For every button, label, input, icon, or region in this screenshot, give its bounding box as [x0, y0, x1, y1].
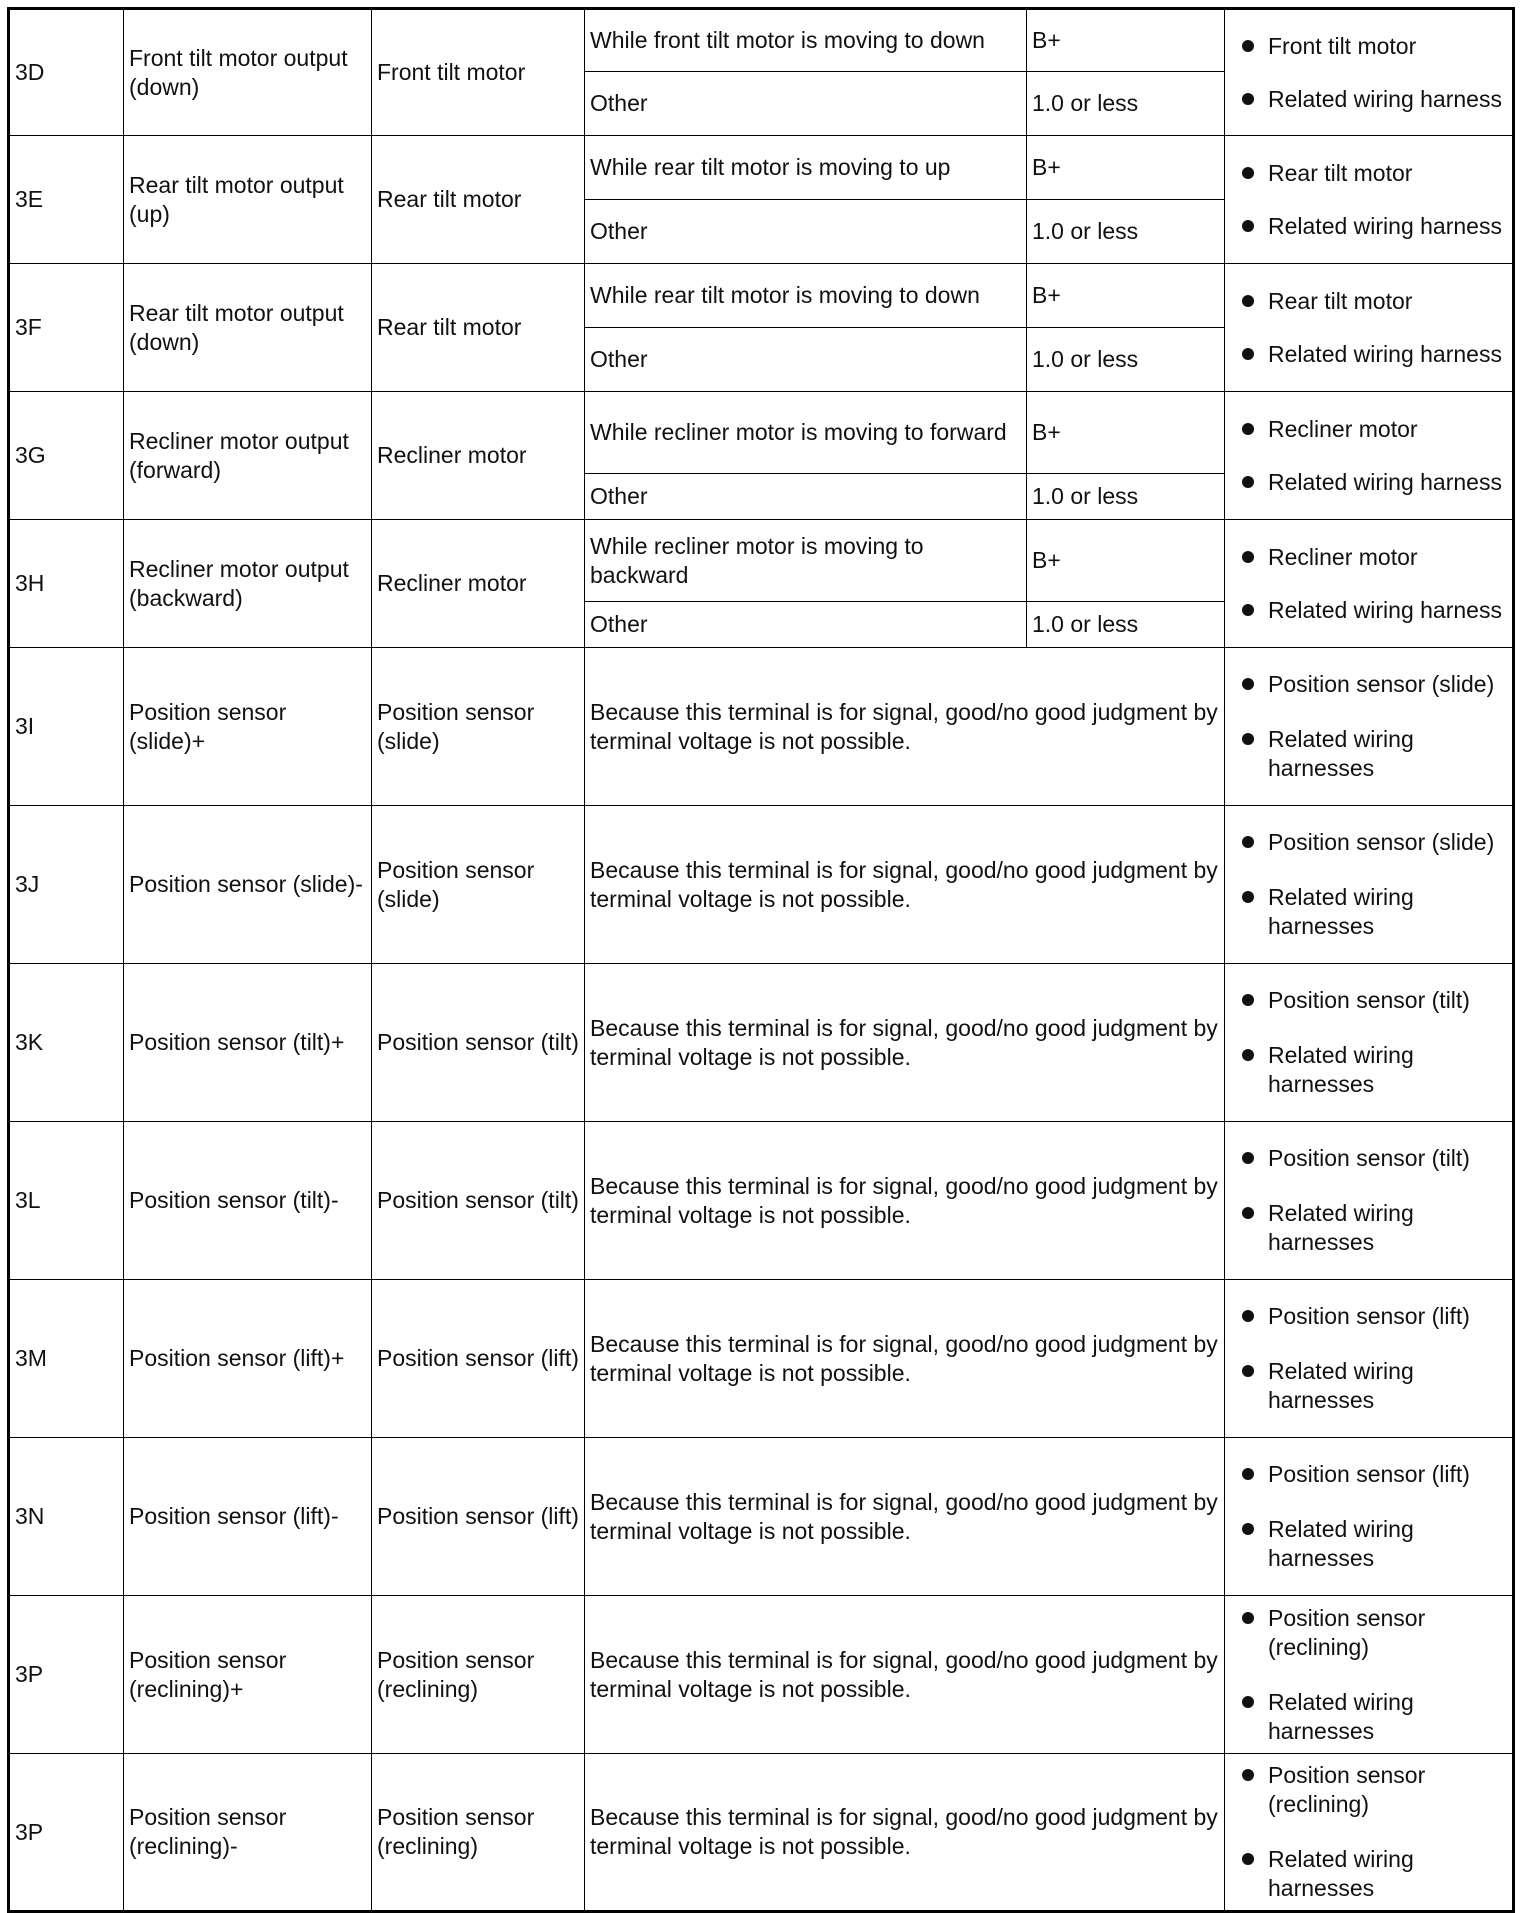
check-item: Position sensor (tilt) [1230, 986, 1507, 1015]
voltage-note: Because this terminal is for signal, good/no good judgment by terminal voltage is not possible. [585, 1280, 1225, 1438]
check-item: Recliner motor [1230, 415, 1507, 444]
voltage: 1.0 or less [1027, 602, 1225, 648]
terminal-number: 3K [9, 964, 124, 1122]
check-item: Related wiring harnesses [1230, 1199, 1507, 1257]
check-item: Related wiring harnesses [1230, 1515, 1507, 1573]
table-row [9, 1596, 1514, 1754]
voltage: 1.0 or less [1027, 328, 1225, 392]
measure-target: Position sensor (lift) [372, 1280, 585, 1438]
measure-target: Rear tilt motor [372, 264, 585, 392]
table-row [9, 806, 1514, 964]
check-item: Position sensor (slide) [1230, 828, 1507, 857]
check-item: Rear tilt motor [1230, 159, 1507, 188]
measure-target: Position sensor (tilt) [372, 1122, 585, 1280]
terminal-number: 3E [9, 136, 124, 264]
terminal-number: 3I [9, 648, 124, 806]
terminal-number: 3G [9, 392, 124, 520]
measure-target: Front tilt motor [372, 9, 585, 136]
signal-name: Position sensor (slide)+ [124, 648, 372, 806]
check-item: Position sensor (tilt) [1230, 1144, 1507, 1173]
measure-target: Position sensor (slide) [372, 648, 585, 806]
signal-name: Recliner motor output (backward) [124, 520, 372, 648]
voltage-note: Because this terminal is for signal, good/no good judgment by terminal voltage is not possible. [585, 1754, 1225, 1912]
table-row [9, 1122, 1514, 1280]
terminal-number: 3D [9, 9, 124, 136]
signal-name: Position sensor (reclining)+ [124, 1596, 372, 1754]
check-item-list [1230, 1302, 1507, 1415]
check-item: Rear tilt motor [1230, 287, 1507, 316]
voltage: B+ [1027, 136, 1225, 200]
table-row [9, 520, 1514, 602]
condition: While rear tilt motor is moving to up [585, 136, 1027, 200]
signal-name: Position sensor (reclining)- [124, 1754, 372, 1912]
measure-target: Position sensor (reclining) [372, 1754, 585, 1912]
table-row [9, 392, 1514, 474]
check-items [1225, 264, 1514, 392]
check-item: Position sensor (reclining) [1230, 1761, 1507, 1819]
condition: Other [585, 200, 1027, 264]
terminal-number: 3H [9, 520, 124, 648]
measure-target: Position sensor (tilt) [372, 964, 585, 1122]
condition: While recliner motor is moving to backward [585, 520, 1027, 602]
condition: Other [585, 328, 1027, 392]
check-item: Position sensor (lift) [1230, 1302, 1507, 1331]
check-item: Related wiring harnesses [1230, 725, 1507, 783]
check-item-list [1230, 1460, 1507, 1573]
table-row [9, 648, 1514, 806]
table-row [9, 136, 1514, 200]
check-items [1225, 392, 1514, 520]
check-item-list [1230, 1144, 1507, 1257]
check-item: Related wiring harnesses [1230, 1845, 1507, 1903]
check-items [1225, 1754, 1514, 1912]
check-items [1225, 1596, 1514, 1754]
condition: While front tilt motor is moving to down [585, 9, 1027, 72]
voltage: 1.0 or less [1027, 474, 1225, 520]
table-row [9, 1280, 1514, 1438]
check-items [1225, 9, 1514, 136]
check-item: Related wiring harness [1230, 85, 1507, 114]
voltage: 1.0 or less [1027, 72, 1225, 136]
signal-name: Position sensor (lift)+ [124, 1280, 372, 1438]
check-items [1225, 1438, 1514, 1596]
signal-name: Front tilt motor output (down) [124, 9, 372, 136]
signal-name: Position sensor (tilt)- [124, 1122, 372, 1280]
check-items [1225, 1122, 1514, 1280]
check-item-list [1230, 543, 1507, 625]
check-item: Front tilt motor [1230, 32, 1507, 61]
check-item-list [1230, 287, 1507, 369]
check-item: Position sensor (lift) [1230, 1460, 1507, 1489]
signal-name: Position sensor (tilt)+ [124, 964, 372, 1122]
check-items [1225, 520, 1514, 648]
voltage-note: Because this terminal is for signal, good/no good judgment by terminal voltage is not possible. [585, 806, 1225, 964]
terminal-number: 3P [9, 1596, 124, 1754]
measure-target: Position sensor (slide) [372, 806, 585, 964]
signal-name: Position sensor (lift)- [124, 1438, 372, 1596]
voltage: B+ [1027, 9, 1225, 72]
check-item-list [1230, 1761, 1507, 1903]
terminal-number: 3P [9, 1754, 124, 1912]
condition: While recliner motor is moving to forward [585, 392, 1027, 474]
measure-target: Rear tilt motor [372, 136, 585, 264]
check-items [1225, 648, 1514, 806]
terminal-number: 3J [9, 806, 124, 964]
signal-name: Rear tilt motor output (down) [124, 264, 372, 392]
check-item: Related wiring harness [1230, 468, 1507, 497]
terminal-number: 3L [9, 1122, 124, 1280]
check-items [1225, 964, 1514, 1122]
voltage: 1.0 or less [1027, 200, 1225, 264]
signal-name: Rear tilt motor output (up) [124, 136, 372, 264]
check-item: Position sensor (reclining) [1230, 1604, 1507, 1662]
voltage-note: Because this terminal is for signal, good/no good judgment by terminal voltage is not possible. [585, 1122, 1225, 1280]
table-row [9, 9, 1514, 72]
table-row [9, 1754, 1514, 1912]
check-item-list [1230, 159, 1507, 241]
check-item: Related wiring harness [1230, 212, 1507, 241]
voltage: B+ [1027, 264, 1225, 328]
check-item-list [1230, 828, 1507, 941]
condition: Other [585, 72, 1027, 136]
check-item: Related wiring harnesses [1230, 1688, 1507, 1746]
voltage-note: Because this terminal is for signal, good/no good judgment by terminal voltage is not possible. [585, 964, 1225, 1122]
voltage-note: Because this terminal is for signal, good/no good judgment by terminal voltage is not possible. [585, 1596, 1225, 1754]
check-item: Related wiring harnesses [1230, 1041, 1507, 1099]
check-item: Related wiring harnesses [1230, 1357, 1507, 1415]
check-items [1225, 806, 1514, 964]
signal-name: Position sensor (slide)- [124, 806, 372, 964]
check-items [1225, 1280, 1514, 1438]
terminal-number: 3F [9, 264, 124, 392]
voltage-note: Because this terminal is for signal, good/no good judgment by terminal voltage is not possible. [585, 648, 1225, 806]
check-item: Related wiring harness [1230, 340, 1507, 369]
condition: Other [585, 474, 1027, 520]
measure-target: Position sensor (reclining) [372, 1596, 585, 1754]
terminal-number: 3N [9, 1438, 124, 1596]
table-row [9, 264, 1514, 328]
check-item: Recliner motor [1230, 543, 1507, 572]
check-item-list [1230, 986, 1507, 1099]
check-item-list [1230, 415, 1507, 497]
check-item: Related wiring harnesses [1230, 883, 1507, 941]
check-item-list [1230, 32, 1507, 114]
terminal-number: 3M [9, 1280, 124, 1438]
measure-target: Recliner motor [372, 520, 585, 648]
signal-name: Recliner motor output (forward) [124, 392, 372, 520]
voltage-note: Because this terminal is for signal, good/no good judgment by terminal voltage is not possible. [585, 1438, 1225, 1596]
check-item: Position sensor (slide) [1230, 670, 1507, 699]
check-item-list [1230, 670, 1507, 783]
terminal-table [7, 7, 1515, 1913]
voltage: B+ [1027, 392, 1225, 474]
condition: Other [585, 602, 1027, 648]
voltage: B+ [1027, 520, 1225, 602]
condition: While rear tilt motor is moving to down [585, 264, 1027, 328]
check-item: Related wiring harness [1230, 596, 1507, 625]
measure-target: Position sensor (lift) [372, 1438, 585, 1596]
measure-target: Recliner motor [372, 392, 585, 520]
check-items [1225, 136, 1514, 264]
table-row [9, 964, 1514, 1122]
check-item-list [1230, 1604, 1507, 1746]
table-row [9, 1438, 1514, 1596]
